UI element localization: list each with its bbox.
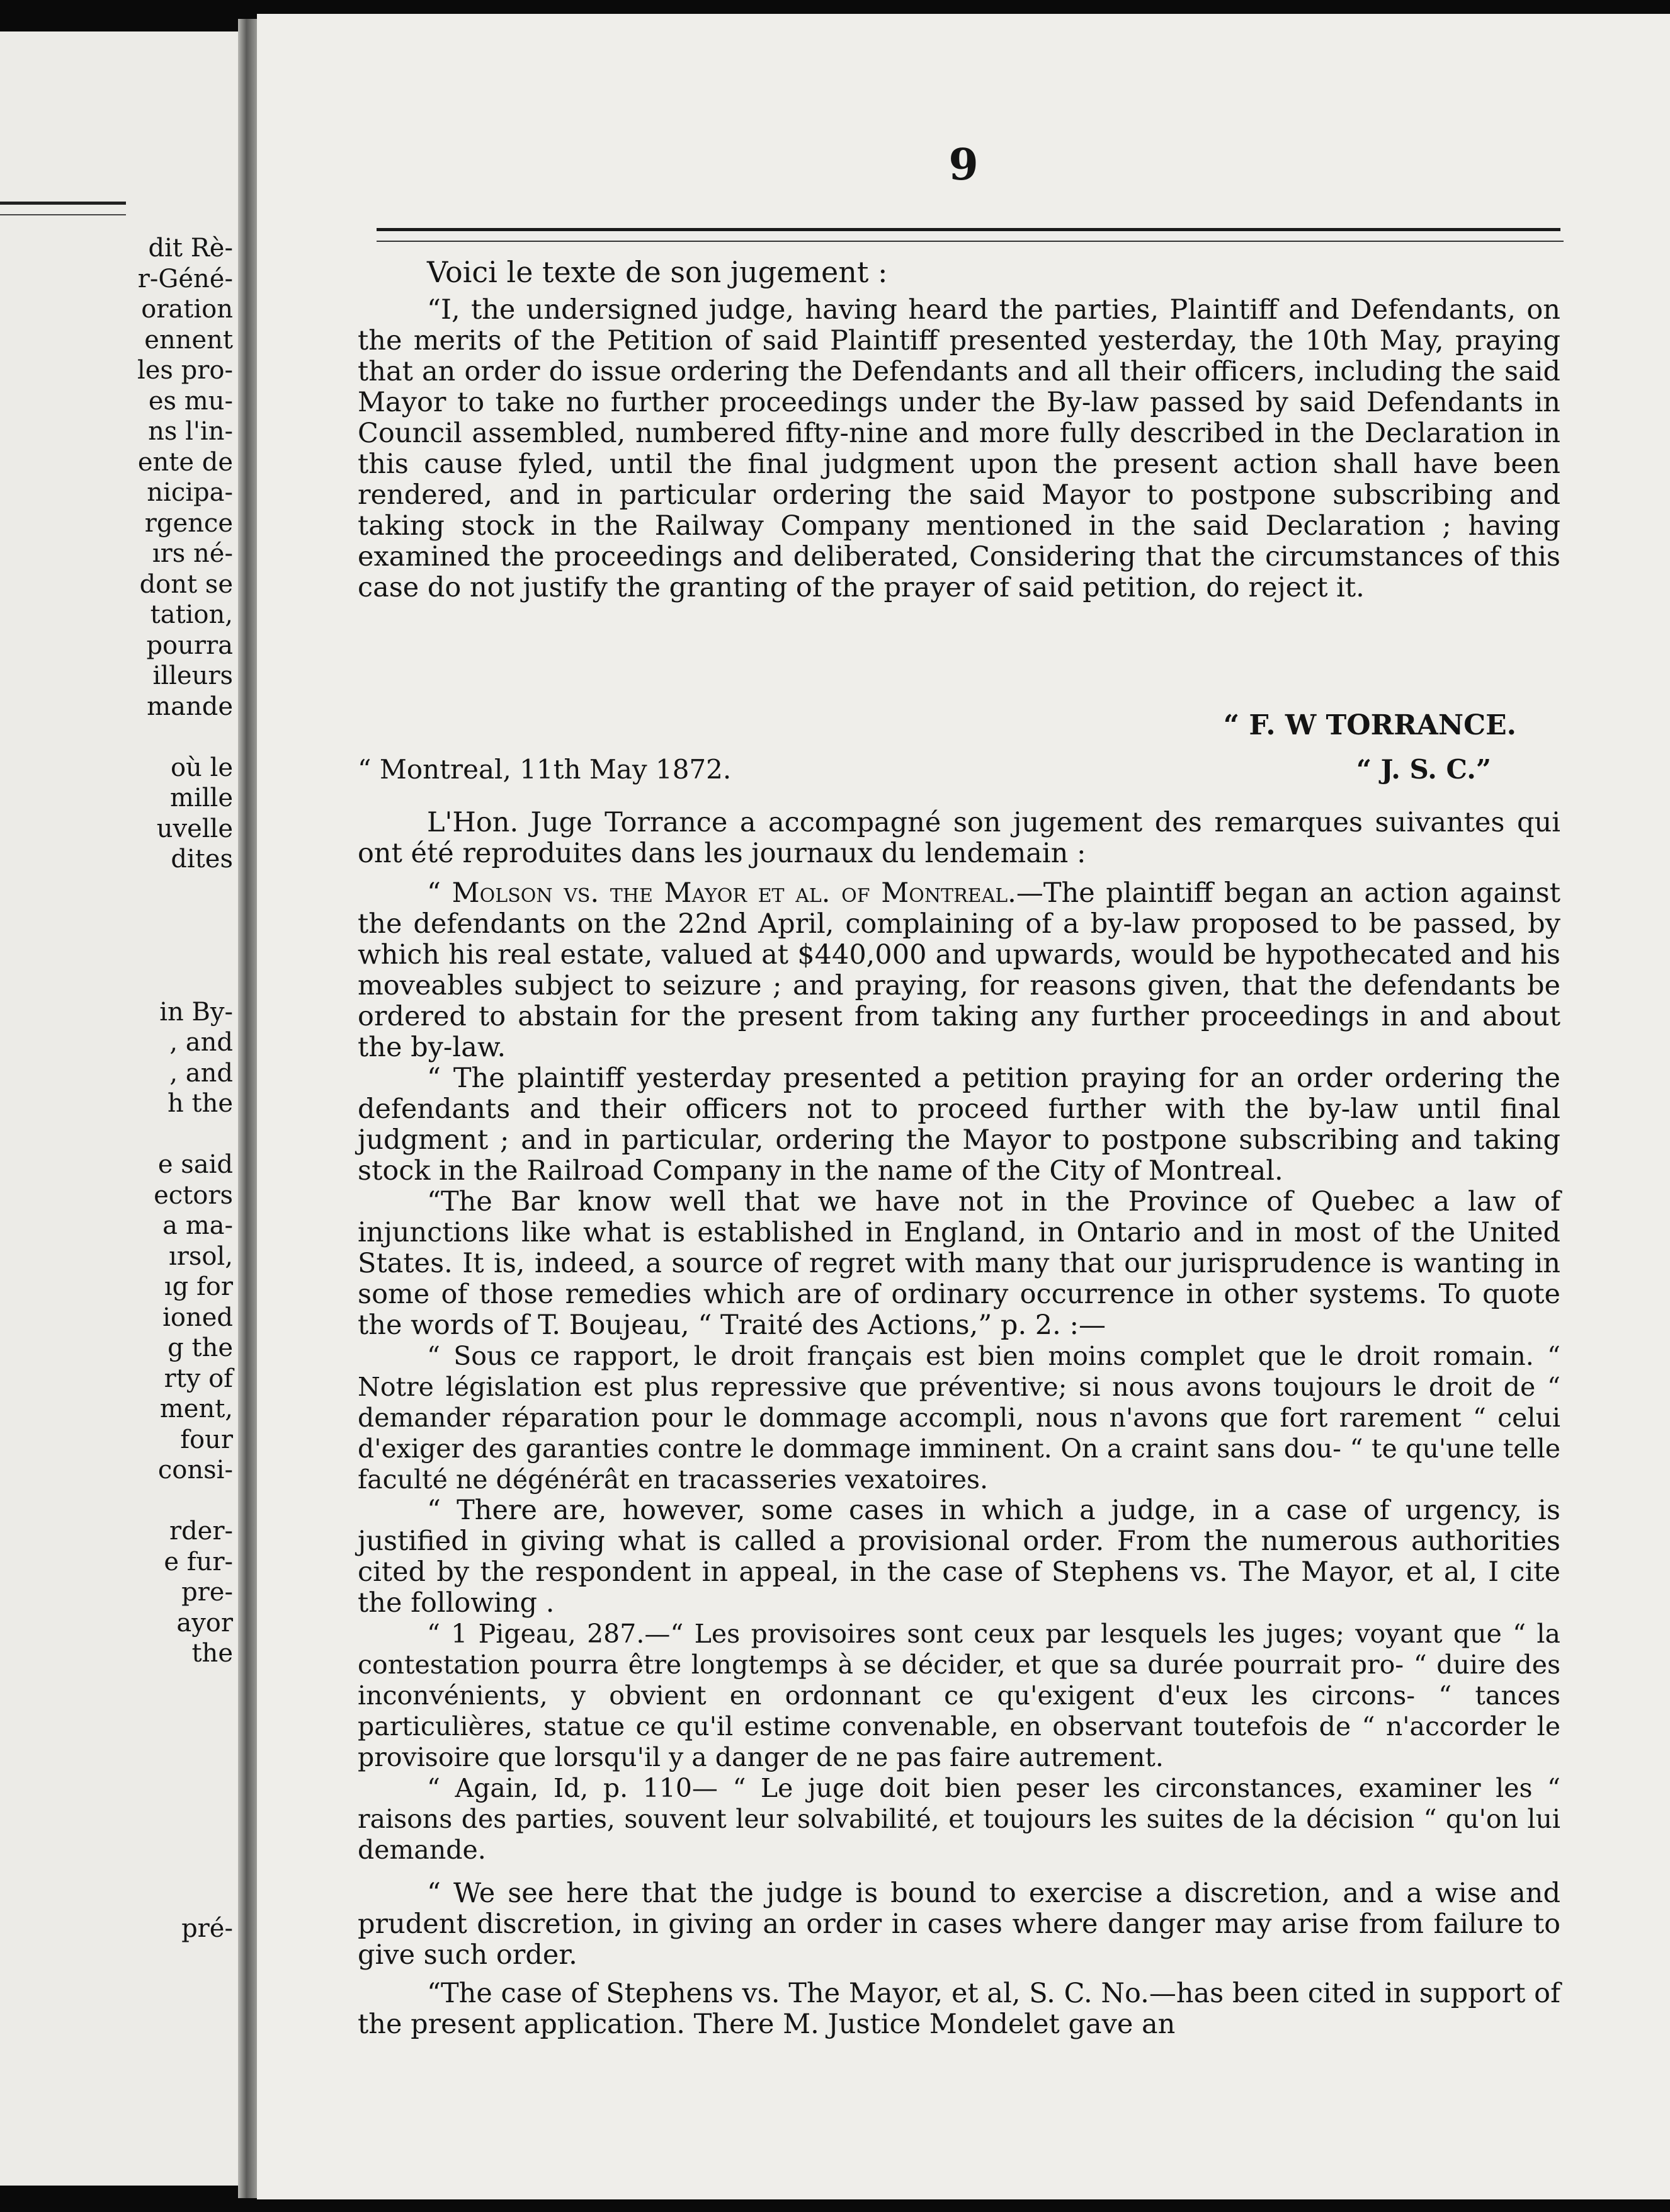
- left-page-line: es mu-: [148, 386, 233, 416]
- left-page-fragment: [0, 31, 238, 2186]
- left-page-line: e said: [157, 1150, 233, 1179]
- left-page-line: ectors: [154, 1180, 233, 1210]
- left-page-line: dont se: [139, 569, 233, 599]
- left-page-line: ns l'in-: [148, 417, 233, 446]
- left-page-line: ayor: [176, 1608, 233, 1638]
- left-page-line: nicipa-: [147, 478, 233, 507]
- left-page-line: h the: [168, 1089, 233, 1118]
- signature-place-date: “ Montreal, 11th May 1872.: [358, 754, 732, 785]
- right-page: [257, 14, 1670, 2199]
- left-page-line: pourra: [146, 630, 233, 660]
- book-gutter: [238, 19, 257, 2198]
- left-page-line: mille: [170, 784, 233, 812]
- case-text: —The plaintiff began an action against the defendants on the 22nd April, complaining of a by-law proposed to be passed, by which his real estate, valued at $440,000 and upwards, would be hypothecated and his moveables subject to seizure ; and praying, for reasons given, that the defendants be ordered to abstain for the present from taking any further proceedings in and about the by-law.: [358, 877, 1560, 1063]
- left-page-rule: [0, 202, 126, 205]
- left-page-line: dit Rè-: [148, 234, 233, 263]
- left-page-line: ment,: [159, 1394, 233, 1423]
- bar-paragraph: “The Bar know well that we have not in the Province of Quebec a law of injunctions like what is established in England, in Ontario and in most of the United States. It is, indeed, a source of regret with many that our jurisprudence is wanting in some of those remedies which are of ordinary occurrence in other systems. To quote the words of T. Boujeau, “ Traité des Actions,” p. 2. :—: [358, 1186, 1560, 1341]
- intro-line: Voici le texte de son jugement :: [427, 255, 888, 289]
- left-page-line: ioned: [162, 1303, 233, 1332]
- left-page-line: ente de: [137, 447, 233, 477]
- remarks-section: [358, 807, 1560, 2040]
- there-are-paragraph: “ There are, however, some cases in which a judge, in a case of urgency, is justified in giving what is called a provisional order. From the numerous authorities cited by the respondent in appeal, in the case of Stephens vs. The Mayor, et al, I cite the following .: [358, 1495, 1560, 1619]
- left-page-line: dites: [171, 845, 233, 874]
- case-paragraph: [358, 878, 1560, 1063]
- left-page-line: uvelle: [156, 814, 233, 843]
- left-page-line: in By-: [159, 997, 233, 1027]
- left-page-line: , and: [169, 1058, 233, 1088]
- left-page-line: rgence: [144, 508, 233, 538]
- left-page-line: ırs né-: [152, 539, 233, 568]
- we-see-paragraph: “ We see here that the judge is bound to exercise a discretion, and a wise and prudent discretion, in giving an order in cases where danger may arise from failure to give such order.: [358, 1878, 1560, 1971]
- left-page-line: e fur-: [164, 1547, 233, 1576]
- signature-name: “ F. W TORRANCE.: [1223, 709, 1516, 741]
- left-page-line: pré-: [181, 1913, 233, 1943]
- case-title: “ Molson vs. the Mayor et al. of Montreal.: [427, 877, 1016, 909]
- left-page-line: ennent: [144, 325, 233, 355]
- left-page-line: oration: [141, 295, 233, 324]
- left-page-line: r-Géné-: [137, 264, 233, 294]
- signature-title: “ J. S. C.”: [1356, 754, 1491, 785]
- left-page-line: , and: [169, 1028, 233, 1057]
- left-page-line: pre-: [181, 1578, 233, 1607]
- left-page-line: the: [191, 1639, 233, 1668]
- left-page-line: four: [180, 1425, 233, 1454]
- header-rule-thin: [377, 241, 1564, 242]
- sous-ce-rapport-paragraph: “ Sous ce rapport, le droit français est bien moins complet que le droit romain. “ Notre législation est plus repressive que préventive; si nous avons toujours le droit de “ demander réparation pour le dommage accompli, nous n'avons que fort rarement “ celui d'exiger des garanties contre le dommage imminent. On a craint sans dou- “ te qu'une telle faculté ne dégénérât en tracasseries vexatoires.: [358, 1341, 1560, 1495]
- left-page-line: g the: [168, 1333, 233, 1362]
- left-page-line: illeurs: [152, 661, 233, 690]
- left-page-line: consi-: [157, 1456, 233, 1485]
- left-page-line: mande: [147, 692, 233, 721]
- remarks-intro: L'Hon. Juge Torrance a accompagné son jugement des remarques suivantes qui ont été reproduites dans les journaux du lendemain :: [358, 807, 1560, 869]
- left-page-line: a ma-: [162, 1211, 233, 1240]
- left-page-line: les pro-: [137, 356, 233, 385]
- left-page-line: où le: [170, 753, 233, 782]
- stephens-case-paragraph: “The case of Stephens vs. The Mayor, et al, S. C. No.—has been cited in support of the present application. There M. Justice Mondelet gave an: [358, 1978, 1560, 2040]
- left-page-line: ıg for: [164, 1272, 233, 1301]
- judgment-text: “I, the undersigned judge, having heard the parties, Plaintiff and Defendants, on the merits of the Petition of said Plaintiff presented yesterday, the 10th May, praying that an order do issue ordering the Defendants and all their officers, including the said Mayor to take no further proceedings under the By-law passed by said Defendants in Council assembled, numbered fifty-nine and more fully described in the Declaration in this cause fyled, until the final judgment upon the present action shall have been rendered, and in particular ordering the said Mayor to postpone subscribing and taking stock in the Railway Company mentioned in the said Declaration ; having examined the proceedings and deliberated, Considering that the circumstances of this case do not justify the granting of the prayer of said petition, do reject it.: [358, 294, 1560, 603]
- header-rule: [377, 228, 1560, 231]
- left-page-line: rty of: [164, 1364, 233, 1393]
- petition-paragraph: “ The plaintiff yesterday presented a petition praying for an order ordering the defendants and their officers not to proceed further with the by-law until final judgment ; and in particular, ordering the Mayor to postpone subscribing and taking stock in the Railroad Company in the name of the City of Montreal.: [358, 1063, 1560, 1187]
- pigeau-paragraph: “ 1 Pigeau, 287.—“ Les provisoires sont ceux par lesquels les juges; voyant que “ la contestation pourra être longtemps à se décider, et que sa durée pourrait pro- “ duire des inconvénients, y obvient en ordonnant ce qu'exigent d'eux les circons- “ tances particulières, statue ce qu'il estime convenable, en observant toutefois de “ n'accorder le provisoire que lorsqu'il y a danger de ne pas faire autrement.: [358, 1619, 1560, 1772]
- left-page-line: rder-: [169, 1517, 233, 1546]
- left-page-line: tation,: [150, 600, 233, 629]
- again-paragraph: “ Again, Id, p. 110— “ Le juge doit bien peser les circonstances, examiner les “ raisons des parties, souvent leur solvabilité, et toujours les suites de la décision “ qu'on lui demande.: [358, 1773, 1560, 1865]
- signature-line: [358, 751, 1560, 789]
- page-number: 9: [948, 140, 979, 190]
- judgment-section: [358, 253, 1560, 603]
- left-page-line: ırsol,: [168, 1241, 233, 1271]
- left-page-rule-thin: [0, 214, 126, 215]
